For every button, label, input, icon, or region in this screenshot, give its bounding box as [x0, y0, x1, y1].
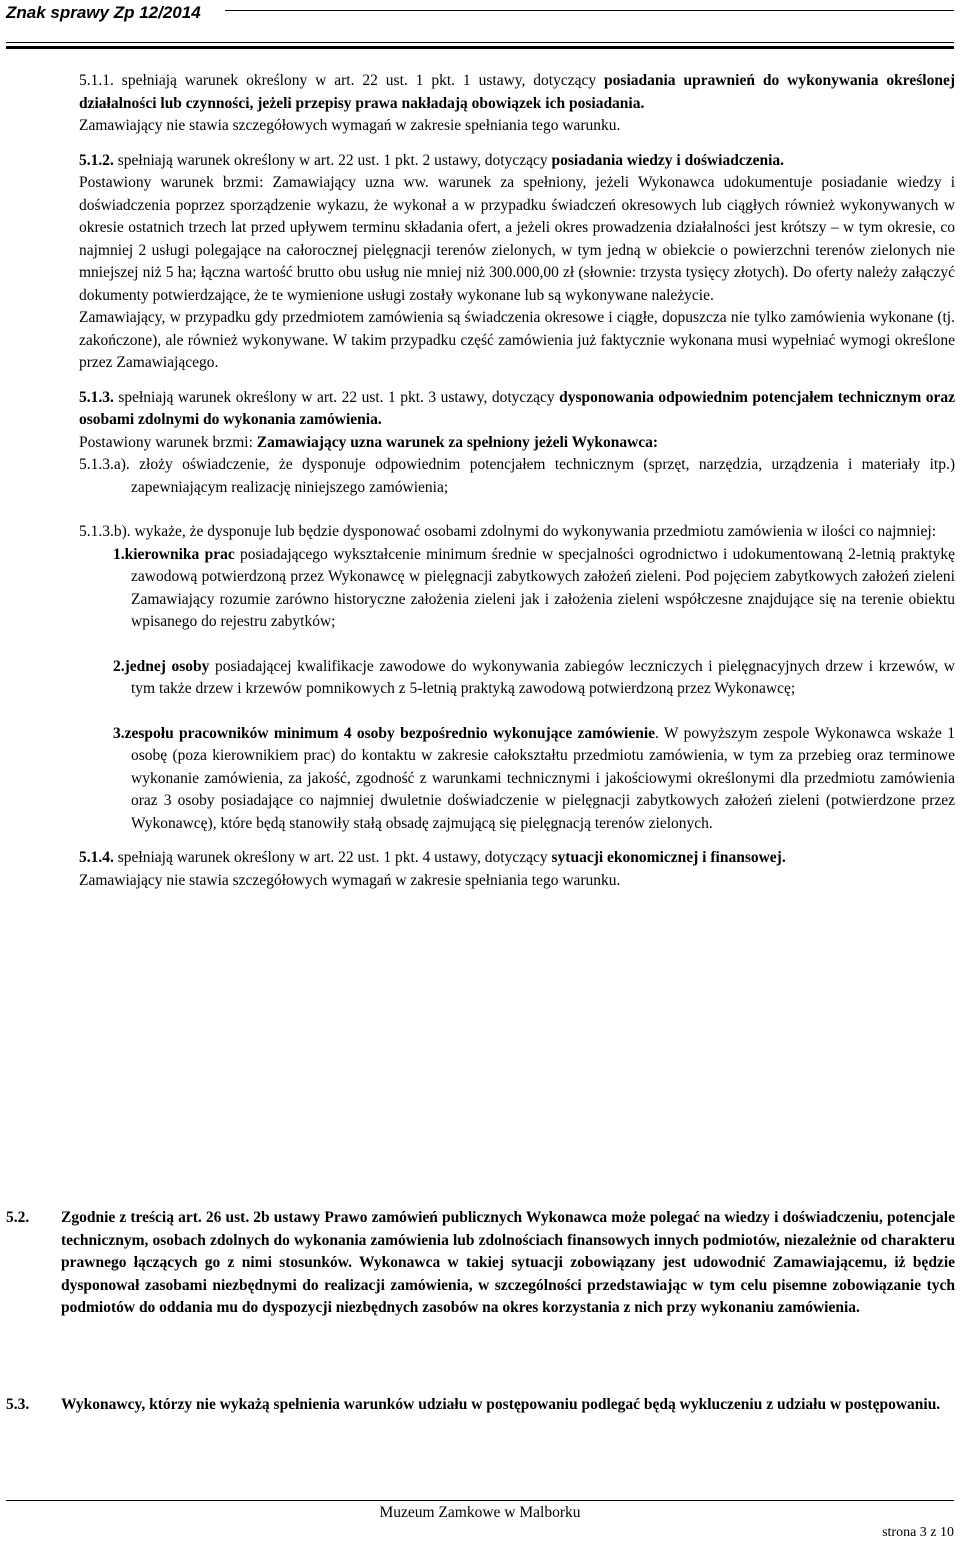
section-5-2-label: 5.2.	[6, 1209, 30, 1226]
staff-item-1-bold: 1.kierownika prac	[113, 545, 235, 563]
item-5-1-3-b: 5.1.3.b). wykaże, że dysponuje lub będzie dysponować osobami zdolnymi do wykonywania przedmiotu zamówienia w ilości co najmniej:	[79, 523, 937, 540]
section-5-2-text: Zgodnie z treścią art. 26 ust. 2b ustawy Prawo zamówień publicznych Wykonawca może polegać na wiedzy i doświadczeniu, potencjale technicznym, osobach zdolnych do wykonania zamówienia lub zdolnościach finansowych innych podmiotów, niezależnie od charakteru prawnego łączących go z nimi stosunków. Wykonawca w takiej sytuacji zobowiązany jest udowodnić Zamawiającemu, iż będzie dysponował zasobami niezbędnymi do realizacji zamówienia, w szczególności przedstawiając w tym celu pisemne zobowiązanie tych podmiotów do oddania mu do dyspozycji niezbędnych zasobów na okres korzystania z nich przy wykonaniu zamówienia.	[61, 1209, 955, 1316]
header-title: Znak sprawy Zp 12/2014	[6, 3, 201, 22]
section-5-1-4-note: Zamawiający nie stawia szczegółowych wymagań w zakresie spełniania tego warunku.	[79, 871, 621, 889]
staff-item-3-text: . W powyższym zespole Wykonawca wskaże 1 osobę (poza kierownikiem prac) do kontaktu w zakresie całokształtu przedmiotu zamówienia, w tym za przebieg oraz terminowe wykonanie zamówienia, za jakość, zgodność z warunkami technicznymi i jakościowymi określonymi dla przedmiotu zamówienia oraz 3 osoby posiadające co najmniej dwuletnie doświadczenie w pielęgnacji zabytkowych założeń zieleni (potwierdzone przez Wykonawcę), które będą stanowiły stałą obsadę zajmującą się pielęgnacją terenów zielonych.	[131, 724, 955, 832]
section-5-2	[6, 1207, 955, 1320]
header-rule-thin	[6, 42, 954, 43]
section-5-1-2-note: Zamawiający, w przypadku gdy przedmiotem zamówienia są świadczenia okresowe i ciągłe, dopuszcza nie tylko zamówienia wykonane (tj. zakończone), ale również wykonywane. W takim przypadku część zamówienia już faktycznie wykonana musi wypełniać wymogi określone przez Zamawiającego.	[79, 309, 955, 371]
staff-item-2-bold: 2.jednej osoby	[113, 657, 210, 675]
section-5-1-4-bold: sytuacji ekonomicznej i finansowej.	[551, 849, 786, 866]
page-number: strona 3 z 10	[882, 1525, 954, 1540]
staff-item-1-text: posiadającego wykształcenie minimum średnie w specjalności ogrodnictwo i udokumentowaną 2-letnią praktykę zawodową potwierdzoną przez Wykonawcę w pielęgnacji zabytkowych założeń zieleni. Pod pojęciem zabytkowych założeń zieleni Zamawiający rozumie zarówno historyczne założenia zieleni jak i założenia zieleni współczesne znajdujące się na terenie obiektu wpisanego do rejestru zabytków;	[131, 545, 955, 630]
section-5-1-1-note: Zamawiający nie stawia szczegółowych wymagań w zakresie spełniania tego warunku.	[79, 117, 621, 134]
staff-item-3-bold: 3.zespołu pracowników minimum 4 osoby bezpośrednio wykonujące zamówienie	[113, 724, 656, 742]
section-5-1-3-condition	[79, 432, 955, 455]
header-rule-thick	[6, 46, 954, 49]
section-5-1-1-text: 5.1.1. spełniają warunek określony w art. 22 ust. 1 pkt. 1 ustawy, dotyczący	[79, 72, 605, 89]
section-5-1-3-bold: dysponowania odpowiednim potencjałem technicznym oraz osobami zdolnymi do wykonania zamówienia.	[79, 388, 955, 428]
staff-item-1	[79, 544, 955, 634]
section-5-1-1-bold: posiadania uprawnień do wykonywania określonej działalności lub czynności, jeżeli przepisy prawa nakładają obowiązek ich posiadania.	[79, 72, 955, 112]
section-5-1-4-text: spełniają warunek określony w art. 22 ust. 1 pkt. 4 ustawy, dotyczący	[113, 849, 552, 866]
section-5-1-3-label: 5.1.3.	[79, 388, 114, 406]
section-5-1-1	[79, 70, 955, 115]
section-5-3	[6, 1394, 955, 1417]
section-5-3-text: Wykonawcy, którzy nie wykażą spełnienia warunków udziału w postępowaniu podlegać będą wykluczeniu z udziału w postępowaniu.	[61, 1396, 941, 1413]
staff-item-2-text: posiadającej kwalifikacje zawodowe do wykonywania zabiegów leczniczych i pielęgnacyjnych drzew i krzewów, w tym także drzew i krzewów pomnikowych z 5-letnią praktyką zawodową potwierdzoną przez Wykonawcę;	[131, 657, 955, 697]
staff-item-2	[79, 656, 955, 701]
item-5-1-3-a: 5.1.3.a). złoży oświadczenie, że dysponuje odpowiednim potencjałem technicznym (sprzęt, narzędzia, urządzenia i materiały itp.) zapewniającym realizację niniejszego zamówienia;	[79, 456, 955, 496]
section-5-1-2-text: spełniają warunek określony w art. 22 ust. 1 pkt. 2 ustawy, dotyczący	[113, 151, 552, 169]
section-5-1-2-bold: posiadania wiedzy i doświadczenia.	[551, 151, 785, 169]
staff-item-3	[79, 723, 955, 836]
section-5-1-3-text: spełniają warunek określony w art. 22 ust. 1 pkt. 3 ustawy, dotyczący	[113, 388, 560, 406]
section-5-1-2-label: 5.1.2.	[79, 151, 114, 169]
section-5-1-4	[79, 847, 955, 870]
section-5-1-3	[79, 387, 955, 432]
footer-institution: Muzeum Zamkowe w Malborku	[379, 1504, 581, 1521]
section-5-3-label: 5.3.	[6, 1396, 30, 1413]
section-5-1-2	[79, 150, 955, 173]
header-rule	[225, 10, 954, 11]
section-5-1-4-label: 5.1.4.	[79, 849, 114, 866]
condition-intro: Postawiony warunek brzmi:	[79, 433, 257, 451]
document-body	[79, 70, 955, 892]
footer-rule	[6, 1500, 954, 1501]
section-5-1-2-condition: Postawiony warunek brzmi: Zamawiający uzna ww. warunek za spełniony, jeżeli Wykonawca udokumentuje posiadanie wiedzy i doświadczenia poprzez sporządzenie wykazu, że wykonał a w przypadku świadczeń okresowych lub ciągłych również wykonywanych w okresie ostatnich trzech lat przed upływem terminu składania ofert, a jeżeli okres prowadzenia działalności jest krótszy – w tym okresie, co najmniej 2 usługi polegające na całorocznej pielęgnacji terenów zielonych, w tym jedną w obiekcie o powierzchni terenów zielonych nie mniejszej niż 5 ha; łączna wartość brutto obu usług nie mniej niż 300.000,00 zł (słownie: trzysta tysięcy złotych). Do oferty należy załączyć dokumenty potwierdzające, że te wymienione usługi zostały wykonane lub są wykonywane należycie.	[79, 174, 955, 304]
condition-bold: Zamawiający uzna warunek za spełniony jeżeli Wykonawca:	[256, 433, 659, 451]
